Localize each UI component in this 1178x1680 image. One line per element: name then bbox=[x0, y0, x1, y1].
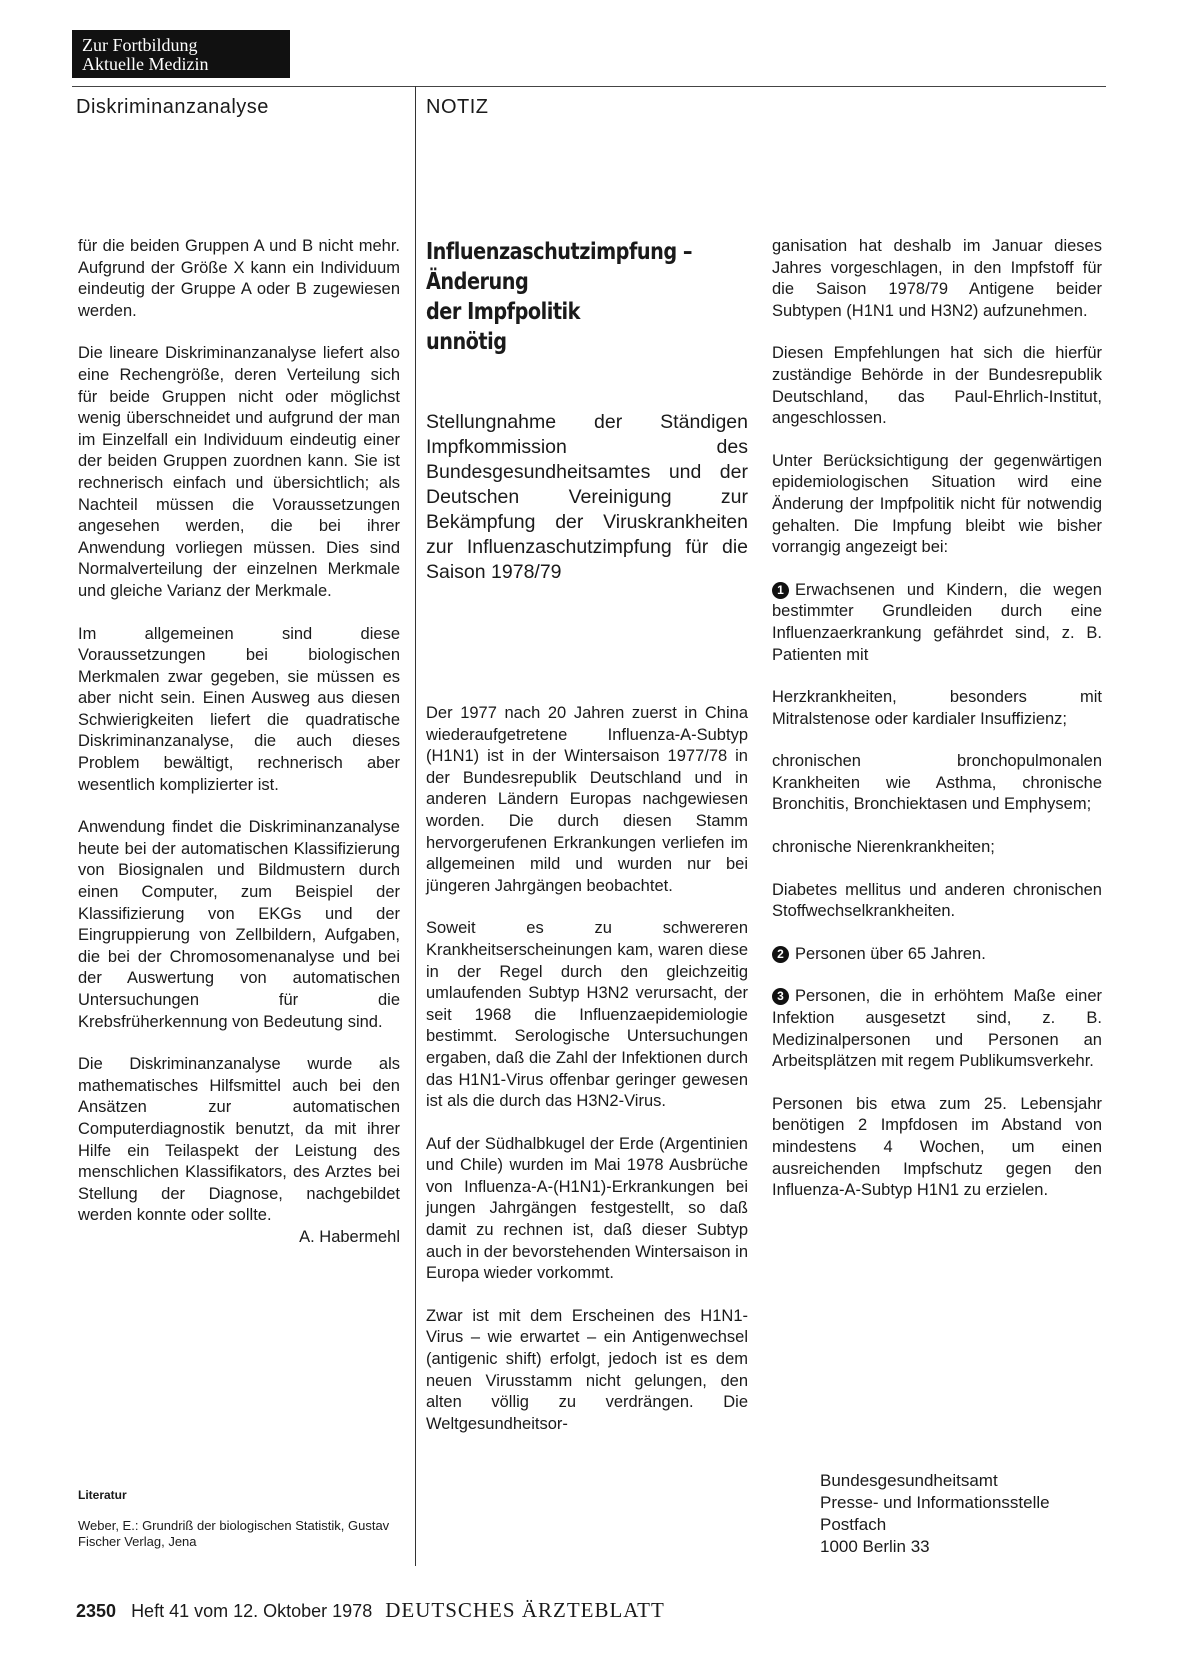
left-column bbox=[78, 236, 400, 1249]
title-line: der Impfpolitik bbox=[426, 297, 581, 325]
address-line: Bundesgesundheitsamt bbox=[820, 1471, 998, 1490]
title-line: Änderung bbox=[426, 267, 529, 295]
paragraph: Auf der Südhalbkugel der Erde (Argentinien und Chile) wurden im Mai 1978 Ausbrüche von Influenza-A-(H1N1)-Erkrankungen bei jungen Jahrgängen festgestellt, so daß damit zu rechnen ist, daß dieser Subtyp auch in der bevorstehenden Wintersaison in Europa wieder vorkommt. bbox=[426, 1134, 748, 1283]
paragraph: Die lineare Diskriminanzanalyse liefert also eine Rechengröße, deren Verteilung sich für beide Gruppen nicht oder möglichst wenig überschneidet und aufgrund der man im Einzelfall ein Individuum eindeutig einer der beiden Gruppen zuordnen kann. Sie ist rechnerisch einfach und übersichtlich; als Nachteil müssen die Voraussetzungen angesehen werden, die bei ihrer Anwendung vorliegen müssen. Dies sind Normalverteilung der einzelnen Merkmale und gleiche Varianz der Merkmale. bbox=[78, 344, 400, 600]
author-signature: A. Habermehl bbox=[299, 1227, 400, 1246]
paragraph: Diesen Empfehlungen hat sich die hierfür zuständige Behörde in der Bundesrepublik Deutschland, das Paul-Ehrlich-Institut, angeschlossen. bbox=[772, 344, 1102, 428]
right-column bbox=[772, 236, 1102, 1223]
address-line: 1000 Berlin 33 bbox=[820, 1537, 930, 1556]
number-1-icon: 1 bbox=[772, 582, 789, 599]
middle-column bbox=[426, 236, 748, 1456]
title-line: unnötig bbox=[426, 327, 507, 355]
sub-item: Diabetes mellitus und anderen chronischen Stoffwechselkrankheiten. bbox=[772, 880, 1102, 921]
top-rule bbox=[72, 86, 1106, 87]
column-divider bbox=[415, 86, 416, 1566]
article-lead: Stellungnahme der Ständigen Impfkommission des Bundesgesundheitsamtes und der Deutschen Vereinigung zur Bekämpfung der Viruskrankheiten zur Influenzaschutzimpfung für die Saison 1978/79 bbox=[426, 411, 748, 583]
issue-info: Heft 41 vom 12. Oktober 1978 bbox=[131, 1601, 373, 1621]
paragraph: Unter Berücksichtigung der gegenwärtigen epidemiologischen Situation wird eine Änderung der Impfpolitik nicht für notwendig gehalten. Die Impfung bleibt wie bisher vorrangig angezeigt bei: bbox=[772, 451, 1102, 557]
list-item-3 bbox=[772, 986, 1102, 1072]
list-item-1 bbox=[772, 580, 1102, 666]
address-block bbox=[820, 1470, 1050, 1558]
paragraph: Der 1977 nach 20 Jahren zuerst in China wiederaufgetretene Influenza-A-Subtyp (H1N1) ist in der Wintersaison 1977/78 in der Bundesrepublik Deutschland und in anderen Ländern Europas nachgewiesen worden. Die durch diesen Stamm hervorgerufenen Erkrankungen verliefen im allgemeinen mild und wurden nur bei jüngeren Jahrgängen beobachtet. bbox=[426, 704, 748, 895]
section-label-left: Diskriminanzanalyse bbox=[76, 96, 269, 118]
number-2-icon: 2 bbox=[772, 946, 789, 963]
section-badge bbox=[72, 30, 290, 78]
address-line: Postfach bbox=[820, 1515, 887, 1534]
paragraph: für die beiden Gruppen A und B nicht mehr. Aufgrund der Größe X kann ein Individuum eindeutig der Gruppe A oder B zugewiesen werden. bbox=[78, 237, 400, 320]
badge-line-1: Zur Fortbildung bbox=[82, 35, 198, 55]
paragraph: Anwendung findet die Diskriminanzanalyse heute bei der automatischen Klassifizierung von Biosignalen und Bildmustern durch einen Computer, zum Beispiel der Klassifizierung von EKGs und der Eingruppierung von Zellbildern, Aufgaben, die bei der Chromosomenanalyse und bei der Auswertung von automatischen Untersuchungen für die Krebsfrüherkennung von Bedeutung sind. bbox=[78, 818, 400, 1031]
paragraph: ganisation hat deshalb im Januar dieses Jahres vorgeschlagen, in den Impfstoff für die Saison 1978/79 Antigene beider Subtypen (H1N1 und H3N2) aufzunehmen. bbox=[772, 237, 1102, 320]
address-line: Presse- und Informationsstelle bbox=[820, 1493, 1050, 1512]
sub-item: chronischen bronchopulmonalen Krankheiten wie Asthma, chronische Bronchitis, Bronchiektasen und Emphysem; bbox=[772, 752, 1102, 814]
journal-name: DEUTSCHES ÄRZTEBLATT bbox=[385, 1598, 665, 1622]
list-item-text: Personen über 65 Jahren. bbox=[795, 944, 986, 963]
badge-line-2: Aktuelle Medizin bbox=[82, 54, 209, 74]
number-3-icon: 3 bbox=[772, 988, 789, 1005]
paragraph: Personen bis etwa zum 25. Lebensjahr benötigen 2 Impfdosen im Abstand von mindestens 4 Wochen, um einen ausreichenden Impfschutz gegen den Influenza-A-Subtyp H1N1 zu erzielen. bbox=[772, 1094, 1102, 1200]
list-item-text: Personen, die in erhöhtem Maße einer Infektion ausgesetzt sind, z. B. Medizinalpersonen und Personen an Arbeitsplätzen mit regem Publikumsverkehr. bbox=[772, 987, 1102, 1071]
paragraph: Zwar ist mit dem Erscheinen des H1N1-Virus – wie erwartet – ein Antigenwechsel (antigenic shift) erfolgt, jedoch ist es dem neuen Virusstamm nicht gelungen, den alten völlig zu verdrängen. Die Weltgesundheitsor- bbox=[426, 1306, 748, 1433]
paragraph: Soweit es zu schwereren Krankheitserscheinungen kam, waren diese in der Regel durch den gleichzeitig umlaufenden Subtyp H3N2 verursacht, der seit 1968 die Influenzaepidemiologie bestimmt. Serologische Untersuchungen ergaben, daß die Zahl der Infektionen durch das H1N1-Virus offenbar geringer gewesen ist als die durch das H3N2-Virus. bbox=[426, 919, 748, 1111]
literature-reference: Weber, E.: Grundriß der biologischen Statistik, Gustav Fischer Verlag, Jena bbox=[78, 1518, 390, 1549]
paragraph: Im allgemeinen sind diese Voraussetzungen bei biologischen Merkmalen zwar gegeben, sie müssen es aber nicht sein. Einen Ausweg aus diesen Schwierigkeiten liefert die quadratische Diskriminanzanalyse, die auch dieses Problem bewältigt, rechnerisch aber wesentlich komplizierter ist. bbox=[78, 624, 400, 794]
sub-item: Herzkrankheiten, besonders mit Mitralstenose oder kardialer Insuffizienz; bbox=[772, 688, 1102, 728]
list-item-text: Erwachsenen und Kindern, die wegen bestimmter Grundleiden durch eine Influenzaerkrankung gefährdet sind, z. B. Patienten mit bbox=[772, 580, 1102, 664]
sub-item: chronische Nierenkrankheiten; bbox=[772, 838, 995, 857]
literature-heading: Literatur bbox=[78, 1488, 127, 1502]
page-number: 2350 bbox=[76, 1601, 117, 1621]
section-label-right: NOTIZ bbox=[426, 96, 489, 118]
paragraph: Die Diskriminanzanalyse wurde als mathematisches Hilfsmittel auch bei den Ansätzen zur automatischen Computerdiagnostik benutzt, da mit ihrer Hilfe ein Teilaspekt der Leistung des menschlichen Klassifikators, des Arztes bei Stellung der Diagnose, nachgebildet werden konnte oder sollte. bbox=[78, 1055, 400, 1225]
article-title bbox=[426, 236, 693, 356]
page-footer bbox=[76, 1598, 665, 1623]
title-line: Influenzaschutzimpfung – bbox=[426, 237, 693, 265]
list-item-2 bbox=[772, 944, 1102, 966]
